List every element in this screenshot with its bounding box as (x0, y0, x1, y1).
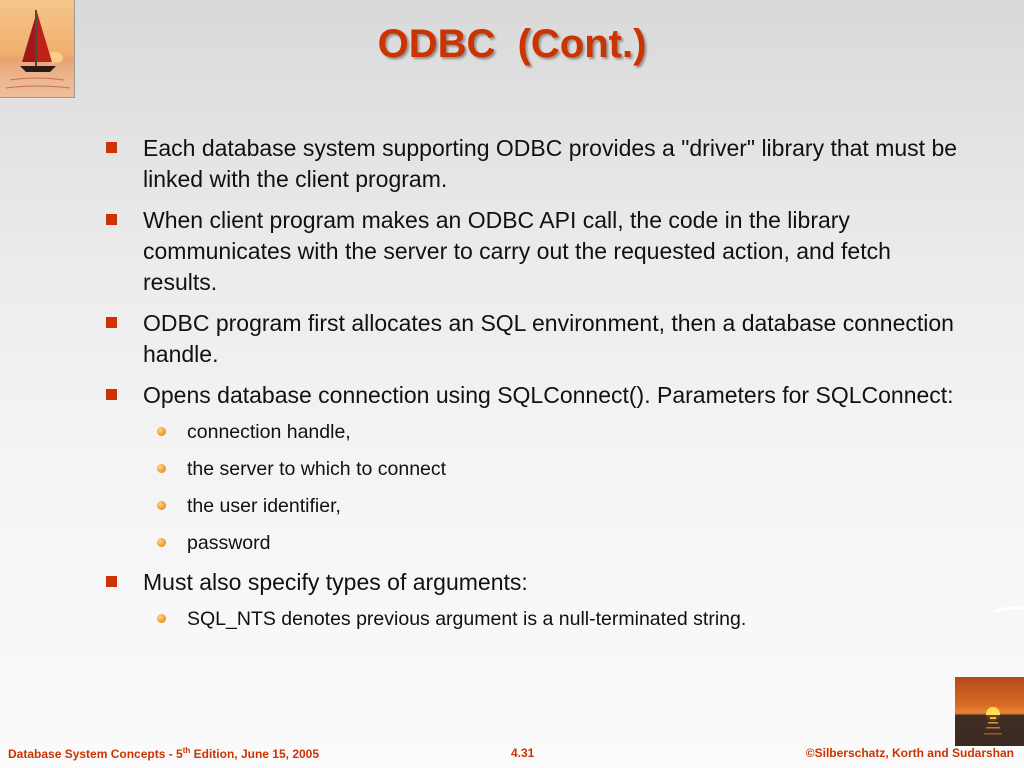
sub-bullet-item (106, 530, 966, 556)
sunset-icon (955, 677, 1024, 746)
sub-bullet-text: the server to which to connect (187, 458, 447, 480)
bullet-text: Must also specify types of arguments: (143, 569, 528, 595)
sunset-image (955, 677, 1024, 746)
round-bullet-icon (157, 427, 166, 436)
footer-copyright: ©Silberschatz, Korth and Sudarshan (805, 746, 1014, 760)
sub-bullet-item (106, 493, 966, 519)
slide-content (106, 133, 966, 643)
bullet-text: Each database system supporting ODBC provides a "driver" library that must be linked with the client program. (143, 135, 958, 192)
sub-bullet-item (106, 456, 966, 482)
bullet-text: Opens database connection using SQLConnect(). Parameters for SQLConnect: (143, 382, 954, 408)
bullet-item (106, 567, 966, 598)
bullet-item (106, 133, 966, 195)
bullet-item (106, 205, 966, 298)
sub-bullet-item (106, 419, 966, 445)
round-bullet-icon (157, 501, 166, 510)
sub-bullet-text: the user identifier, (187, 495, 341, 517)
slide-number: 4.31 (511, 746, 535, 760)
sub-bullet-text: password (187, 532, 271, 554)
square-bullet-icon (106, 317, 117, 328)
sub-bullet-text: connection handle, (187, 421, 351, 443)
bullet-text: ODBC program first allocates an SQL environment, then a database connection handle. (143, 310, 954, 367)
slide-title: ODBC (Cont.) (377, 22, 647, 66)
square-bullet-icon (106, 142, 117, 153)
round-bullet-icon (157, 538, 166, 547)
round-bullet-icon (157, 614, 166, 623)
sub-bullet-text: SQL_NTS denotes previous argument is a null-terminated string. (187, 608, 747, 630)
decorative-swoosh-icon (994, 600, 1024, 620)
footer-edition-date: Edition, June 15, 2005 (190, 747, 320, 761)
square-bullet-icon (106, 389, 117, 400)
sub-bullet-item (106, 606, 966, 632)
footer-edition (8, 746, 319, 761)
square-bullet-icon (106, 576, 117, 587)
bullet-item (106, 308, 966, 370)
square-bullet-icon (106, 214, 117, 225)
footer-edition-superscript: th (182, 746, 191, 755)
bullet-item (106, 380, 966, 411)
bullet-text: When client program makes an ODBC API call, the code in the library communicates with the server to carry out the requested action, and fetch results. (143, 207, 891, 295)
footer-edition-text: Database System Concepts - 5 (8, 747, 183, 761)
round-bullet-icon (157, 464, 166, 473)
